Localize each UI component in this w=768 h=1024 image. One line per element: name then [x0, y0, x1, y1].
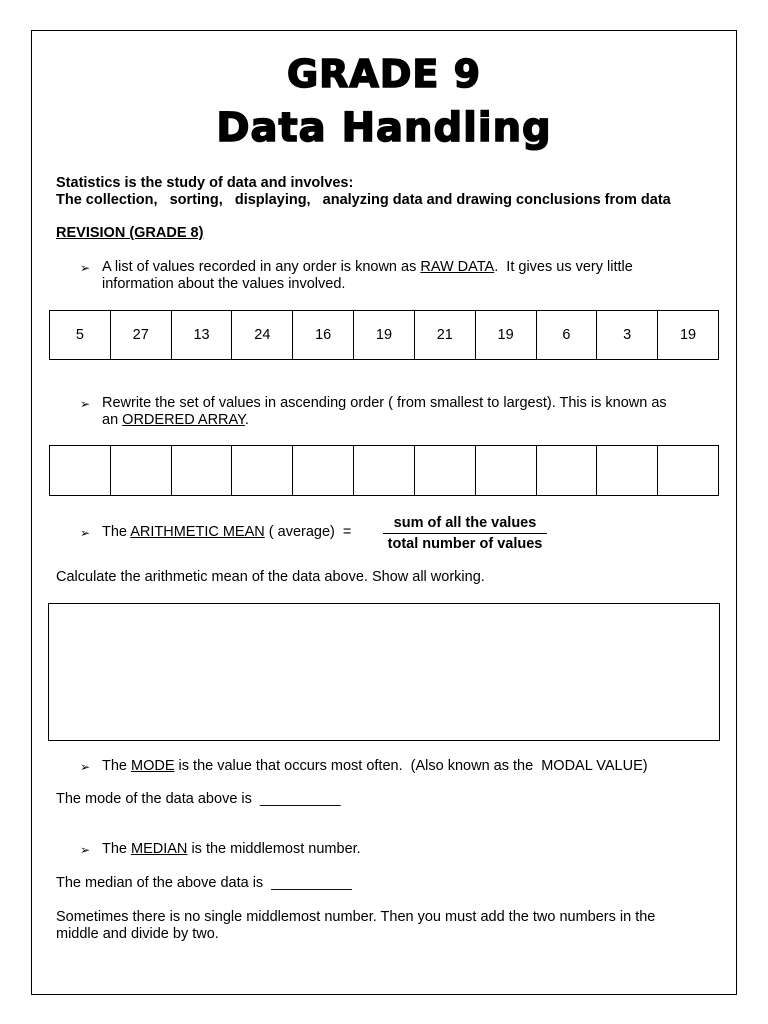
median-question[interactable]: The median of the above data is __________ [56, 875, 352, 891]
ordered-value-cell[interactable] [50, 446, 111, 496]
intro-line-1: Statistics is the study of data and involves: [56, 175, 354, 191]
mode-text-pre: The [102, 758, 132, 774]
ordered-text-pre: an [102, 412, 123, 428]
ordered-value-cell[interactable] [354, 446, 415, 496]
intro-line-2: The collection, sorting, displaying, analyzing data and drawing conclusions from data [56, 192, 671, 208]
bullet-arrow-icon: ➢ [80, 261, 91, 275]
title-grade: GRADE 9 [286, 52, 482, 96]
mean-formula [383, 515, 547, 552]
raw-value-cell: 3 [597, 311, 658, 360]
mode-question[interactable]: The mode of the data above is __________ [56, 791, 341, 807]
ordered-value-cell[interactable] [171, 446, 232, 496]
raw-data-line-2: information about the values involved. [102, 276, 346, 292]
ordered-value-cell[interactable] [536, 446, 597, 496]
raw-value-cell: 19 [354, 311, 415, 360]
raw-value-cell: 16 [293, 311, 354, 360]
raw-text-pre: A list of values recorded in any order is known as [102, 259, 421, 275]
mode-sentence [102, 758, 648, 775]
bullet-arrow-icon: ➢ [80, 526, 91, 540]
bullet-arrow-icon: ➢ [80, 760, 91, 774]
raw-data-table [49, 310, 719, 360]
ordered-line-2 [102, 412, 249, 429]
ordered-value-cell[interactable] [658, 446, 719, 496]
raw-value-cell: 21 [414, 311, 475, 360]
ordered-text-post: . [244, 412, 249, 428]
raw-value-cell: 24 [232, 311, 293, 360]
formula-denominator: total number of values [387, 536, 543, 552]
bullet-arrow-icon: ➢ [80, 843, 91, 857]
raw-value-cell: 6 [536, 311, 597, 360]
revision-heading: REVISION (GRADE 8) [56, 225, 204, 241]
working-answer-box[interactable] [48, 603, 720, 741]
ordered-value-cell[interactable] [475, 446, 536, 496]
median-term: MEDIAN [131, 841, 188, 857]
raw-value-cell: 19 [475, 311, 536, 360]
footer-line-2: middle and divide by two. [56, 926, 219, 942]
formula-numerator: sum of all the values [383, 515, 547, 534]
ordered-value-cell[interactable] [414, 446, 475, 496]
median-text-post: is the middlemost number. [187, 841, 361, 857]
raw-text-post: . It gives us very little [494, 259, 633, 275]
ordered-array-term: ORDERED ARRAY [122, 412, 245, 428]
ordered-array-row [50, 446, 719, 496]
raw-value-cell: 5 [50, 311, 111, 360]
raw-value-cell: 19 [658, 311, 719, 360]
raw-data-row [50, 311, 719, 360]
ordered-line-1: Rewrite the set of values in ascending order ( from smallest to largest). This is known as [102, 395, 667, 411]
ordered-value-cell[interactable] [293, 446, 354, 496]
arithmetic-mean-term: ARITHMETIC MEAN [130, 524, 265, 540]
raw-data-sentence [102, 259, 633, 276]
raw-value-cell: 27 [110, 311, 171, 360]
median-text-pre: The [102, 841, 132, 857]
ordered-array-table [49, 445, 719, 496]
mode-term: MODE [131, 758, 175, 774]
calc-instruction: Calculate the arithmetic mean of the data above. Show all working. [56, 569, 485, 585]
raw-data-term: RAW DATA [420, 259, 495, 275]
mean-sentence [102, 524, 351, 541]
mean-text-pre: The [102, 524, 131, 540]
bullet-arrow-icon: ➢ [80, 397, 91, 411]
raw-value-cell: 13 [171, 311, 232, 360]
ordered-value-cell[interactable] [597, 446, 658, 496]
footer-line-1: Sometimes there is no single middlemost number. Then you must add the two numbers in the [56, 909, 656, 925]
ordered-value-cell[interactable] [232, 446, 293, 496]
ordered-value-cell[interactable] [110, 446, 171, 496]
title-topic: Data Handling [216, 105, 552, 151]
median-sentence [102, 841, 361, 858]
mode-text-post: is the value that occurs most often. (Also known as the MODAL VALUE) [174, 758, 648, 774]
mean-text-post: ( average) = [264, 524, 352, 540]
